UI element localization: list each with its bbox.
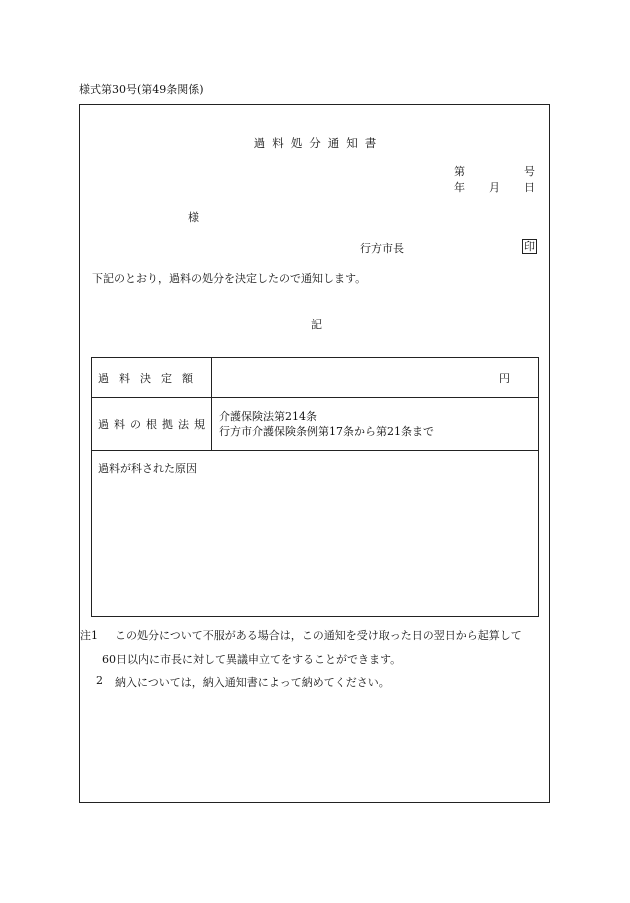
- seal-mark: [522, 239, 537, 254]
- basis-label-char: 規: [194, 418, 210, 431]
- basis-label-char: 拠: [162, 418, 178, 431]
- reason-row: [92, 451, 539, 617]
- basis-value-cell: [212, 398, 539, 451]
- reason-label: 過料が科された原因: [98, 462, 197, 475]
- amount-label-cell: [92, 358, 212, 398]
- basis-row: [92, 398, 539, 451]
- amount-label-char: 定: [161, 371, 177, 385]
- form-number: 様式第30号(第49条関係): [79, 83, 204, 96]
- number-suffix: 号: [524, 165, 535, 178]
- basis-label-char: 法: [178, 418, 194, 431]
- intro-text: 下記のとおり，過料の処分を決定したので通知します。: [92, 272, 367, 285]
- amount-unit: 円: [499, 371, 510, 385]
- addressee-suffix: 様: [188, 211, 199, 224]
- basis-label-cell: [92, 398, 212, 451]
- ki-heading: 記: [311, 318, 322, 331]
- amount-row: [92, 358, 539, 398]
- basis-label: [98, 416, 210, 432]
- note-1-line-2: 60日以内に市長に対して異議申立てをすることができます。: [102, 653, 402, 666]
- amount-label: [98, 370, 198, 386]
- detail-table: [91, 357, 539, 617]
- basis-label-char: 料: [114, 418, 130, 431]
- amount-label-char: 決: [140, 371, 156, 385]
- date-day: 日: [524, 181, 535, 194]
- number-prefix: 第: [454, 165, 465, 178]
- date-year: 年: [454, 181, 465, 194]
- amount-label-char: 額: [182, 371, 198, 385]
- basis-ordinance: 行方市介護保険条例第17条から第21条まで: [219, 425, 434, 438]
- note-1-marker: 注1: [80, 629, 98, 642]
- date-month: 月: [489, 181, 500, 194]
- basis-label-char: 過: [98, 418, 114, 431]
- note-2-text: 納入については，納入通知書によって納めてください。: [115, 676, 390, 689]
- amount-label-char: 料: [119, 371, 135, 385]
- basis-label-char: 根: [146, 418, 162, 431]
- amount-label-char: 過: [98, 371, 114, 385]
- reason-cell: [92, 451, 539, 617]
- note-2-marker: 2: [96, 674, 103, 687]
- basis-label-char: の: [130, 418, 146, 431]
- basis-law: 介護保険法第214条: [219, 410, 317, 423]
- amount-value-cell: [212, 358, 539, 398]
- seal-box: 印: [524, 240, 535, 253]
- issuer-name: 行方市長: [360, 242, 404, 255]
- document-title: 過料処分通知書: [253, 136, 384, 150]
- note-1-line-1: この処分について不服がある場合は，この通知を受け取った日の翌日から起算して: [115, 629, 522, 642]
